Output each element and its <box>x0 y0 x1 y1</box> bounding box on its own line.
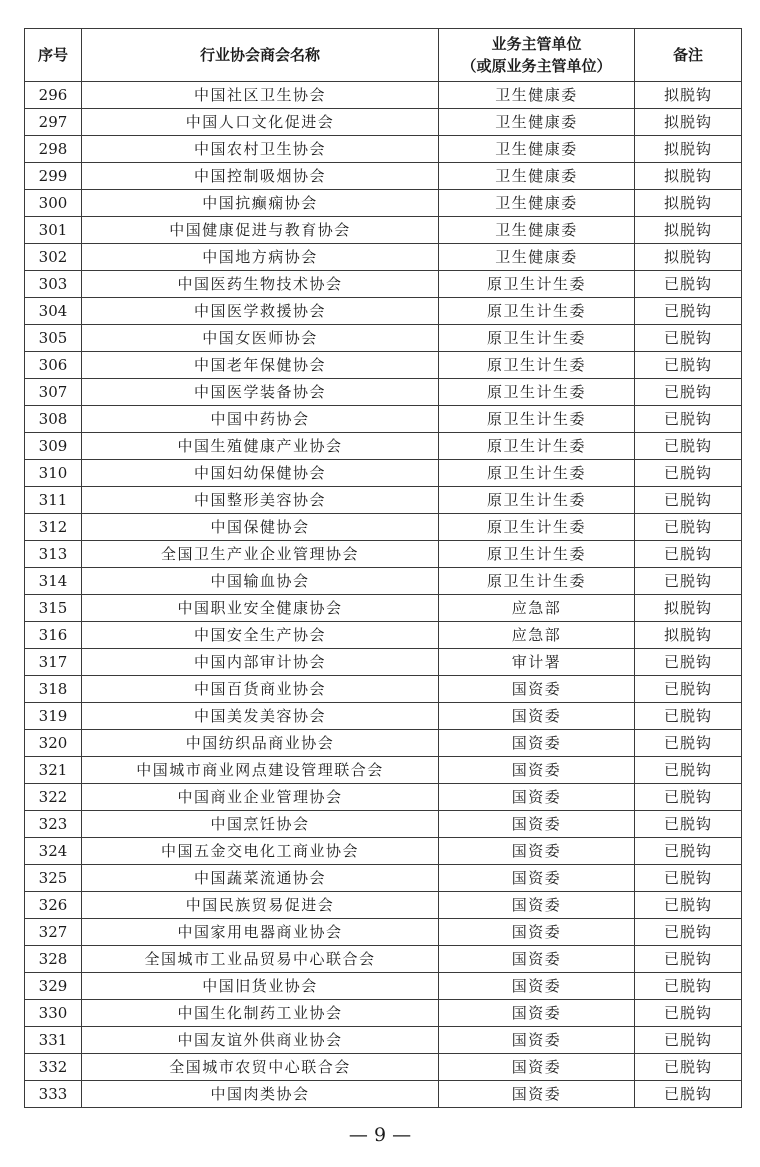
cell-name: 中国医学装备协会 <box>82 379 439 406</box>
cell-note: 已脱钩 <box>635 514 742 541</box>
cell-note: 拟脱钩 <box>635 595 742 622</box>
cell-unit: 原卫生计生委 <box>439 487 635 514</box>
table-row <box>25 622 742 649</box>
table-row <box>25 379 742 406</box>
cell-name: 中国控制吸烟协会 <box>82 163 439 190</box>
cell-unit: 国资委 <box>439 703 635 730</box>
table-row <box>25 487 742 514</box>
cell-note: 拟脱钩 <box>635 136 742 163</box>
header-index: 序号 <box>25 29 82 82</box>
cell-unit: 国资委 <box>439 784 635 811</box>
table-row <box>25 541 742 568</box>
cell-note: 拟脱钩 <box>635 163 742 190</box>
table-row <box>25 919 742 946</box>
table-body <box>25 82 742 1108</box>
table-row <box>25 892 742 919</box>
cell-index: 318 <box>25 676 82 703</box>
cell-index: 297 <box>25 109 82 136</box>
table-row <box>25 298 742 325</box>
cell-unit: 原卫生计生委 <box>439 541 635 568</box>
cell-note: 拟脱钩 <box>635 217 742 244</box>
cell-name: 中国美发美容协会 <box>82 703 439 730</box>
cell-note: 已脱钩 <box>635 784 742 811</box>
cell-index: 333 <box>25 1081 82 1108</box>
cell-name: 中国城市商业网点建设管理联合会 <box>82 757 439 784</box>
cell-name: 中国农村卫生协会 <box>82 136 439 163</box>
cell-name: 中国妇幼保健协会 <box>82 460 439 487</box>
cell-unit: 应急部 <box>439 595 635 622</box>
table-row <box>25 811 742 838</box>
cell-note: 已脱钩 <box>635 730 742 757</box>
cell-index: 316 <box>25 622 82 649</box>
cell-name: 全国城市农贸中心联合会 <box>82 1054 439 1081</box>
cell-unit: 国资委 <box>439 919 635 946</box>
table-row <box>25 406 742 433</box>
cell-index: 312 <box>25 514 82 541</box>
table-row <box>25 595 742 622</box>
cell-name: 中国中药协会 <box>82 406 439 433</box>
cell-name: 中国安全生产协会 <box>82 622 439 649</box>
cell-note: 已脱钩 <box>635 811 742 838</box>
cell-note: 已脱钩 <box>635 865 742 892</box>
cell-index: 319 <box>25 703 82 730</box>
cell-unit: 卫生健康委 <box>439 217 635 244</box>
cell-note: 已脱钩 <box>635 649 742 676</box>
cell-index: 307 <box>25 379 82 406</box>
cell-index: 306 <box>25 352 82 379</box>
cell-unit: 国资委 <box>439 757 635 784</box>
cell-index: 327 <box>25 919 82 946</box>
cell-unit: 国资委 <box>439 865 635 892</box>
cell-name: 中国家用电器商业协会 <box>82 919 439 946</box>
cell-index: 324 <box>25 838 82 865</box>
cell-name: 中国职业安全健康协会 <box>82 595 439 622</box>
table-row <box>25 1081 742 1108</box>
table-row <box>25 1027 742 1054</box>
cell-index: 329 <box>25 973 82 1000</box>
cell-note: 已脱钩 <box>635 757 742 784</box>
cell-name: 中国商业企业管理协会 <box>82 784 439 811</box>
cell-index: 322 <box>25 784 82 811</box>
cell-index: 332 <box>25 1054 82 1081</box>
cell-name: 中国医药生物技术协会 <box>82 271 439 298</box>
table-row <box>25 109 742 136</box>
cell-name: 全国城市工业品贸易中心联合会 <box>82 946 439 973</box>
cell-unit: 国资委 <box>439 1000 635 1027</box>
header-unit-line1: 业务主管单位 <box>491 35 582 53</box>
cell-note: 已脱钩 <box>635 568 742 595</box>
cell-note: 已脱钩 <box>635 1081 742 1108</box>
cell-name: 中国健康促进与教育协会 <box>82 217 439 244</box>
cell-index: 296 <box>25 82 82 109</box>
cell-name: 全国卫生产业企业管理协会 <box>82 541 439 568</box>
cell-note: 已脱钩 <box>635 919 742 946</box>
cell-note: 已脱钩 <box>635 541 742 568</box>
cell-unit: 原卫生计生委 <box>439 352 635 379</box>
table-row <box>25 973 742 1000</box>
cell-unit: 卫生健康委 <box>439 244 635 271</box>
table-row <box>25 838 742 865</box>
cell-note: 已脱钩 <box>635 271 742 298</box>
cell-unit: 国资委 <box>439 973 635 1000</box>
cell-index: 328 <box>25 946 82 973</box>
cell-unit: 国资委 <box>439 892 635 919</box>
cell-note: 已脱钩 <box>635 1027 742 1054</box>
cell-index: 315 <box>25 595 82 622</box>
cell-unit: 原卫生计生委 <box>439 298 635 325</box>
cell-note: 拟脱钩 <box>635 622 742 649</box>
cell-index: 323 <box>25 811 82 838</box>
table-row <box>25 568 742 595</box>
table-row <box>25 514 742 541</box>
cell-unit: 原卫生计生委 <box>439 433 635 460</box>
cell-note: 已脱钩 <box>635 1000 742 1027</box>
cell-index: 308 <box>25 406 82 433</box>
cell-index: 304 <box>25 298 82 325</box>
cell-unit: 卫生健康委 <box>439 82 635 109</box>
cell-name: 中国旧货业协会 <box>82 973 439 1000</box>
cell-unit: 原卫生计生委 <box>439 460 635 487</box>
cell-index: 330 <box>25 1000 82 1027</box>
cell-name: 中国医学救援协会 <box>82 298 439 325</box>
cell-name: 中国民族贸易促进会 <box>82 892 439 919</box>
table-row <box>25 163 742 190</box>
header-name: 行业协会商会名称 <box>82 29 439 82</box>
cell-note: 已脱钩 <box>635 325 742 352</box>
table-row <box>25 865 742 892</box>
header-unit <box>439 29 635 82</box>
table-row <box>25 325 742 352</box>
table-row <box>25 784 742 811</box>
cell-note: 已脱钩 <box>635 298 742 325</box>
cell-name: 中国纺织品商业协会 <box>82 730 439 757</box>
cell-name: 中国人口文化促进会 <box>82 109 439 136</box>
cell-note: 已脱钩 <box>635 487 742 514</box>
cell-unit: 卫生健康委 <box>439 109 635 136</box>
cell-unit: 应急部 <box>439 622 635 649</box>
cell-unit: 国资委 <box>439 811 635 838</box>
cell-unit: 原卫生计生委 <box>439 325 635 352</box>
cell-note: 已脱钩 <box>635 946 742 973</box>
cell-name: 中国生化制药工业协会 <box>82 1000 439 1027</box>
table-row <box>25 82 742 109</box>
cell-name: 中国烹饪协会 <box>82 811 439 838</box>
cell-note: 已脱钩 <box>635 838 742 865</box>
cell-note: 拟脱钩 <box>635 244 742 271</box>
cell-name: 中国女医师协会 <box>82 325 439 352</box>
cell-unit: 国资委 <box>439 730 635 757</box>
table-row <box>25 433 742 460</box>
cell-unit: 原卫生计生委 <box>439 514 635 541</box>
cell-unit: 国资委 <box>439 676 635 703</box>
cell-note: 已脱钩 <box>635 379 742 406</box>
cell-unit: 国资委 <box>439 1054 635 1081</box>
cell-unit: 国资委 <box>439 1027 635 1054</box>
table-row <box>25 703 742 730</box>
cell-name: 中国友谊外供商业协会 <box>82 1027 439 1054</box>
table-row <box>25 946 742 973</box>
table-row <box>25 217 742 244</box>
table-row <box>25 244 742 271</box>
cell-index: 309 <box>25 433 82 460</box>
cell-index: 305 <box>25 325 82 352</box>
cell-unit: 国资委 <box>439 838 635 865</box>
cell-name: 中国肉类协会 <box>82 1081 439 1108</box>
cell-note: 已脱钩 <box>635 676 742 703</box>
cell-index: 301 <box>25 217 82 244</box>
cell-name: 中国整形美容协会 <box>82 487 439 514</box>
header-unit-line2: （或原业务主管单位） <box>461 57 612 75</box>
cell-name: 中国五金交电化工商业协会 <box>82 838 439 865</box>
table-row <box>25 460 742 487</box>
cell-index: 303 <box>25 271 82 298</box>
cell-index: 299 <box>25 163 82 190</box>
cell-name: 中国百货商业协会 <box>82 676 439 703</box>
cell-name: 中国地方病协会 <box>82 244 439 271</box>
cell-unit: 原卫生计生委 <box>439 271 635 298</box>
cell-unit: 卫生健康委 <box>439 190 635 217</box>
table-row <box>25 190 742 217</box>
cell-index: 302 <box>25 244 82 271</box>
cell-name: 中国抗癫痫协会 <box>82 190 439 217</box>
cell-index: 320 <box>25 730 82 757</box>
cell-unit: 卫生健康委 <box>439 163 635 190</box>
table-row <box>25 730 742 757</box>
table-row <box>25 1000 742 1027</box>
cell-unit: 原卫生计生委 <box>439 379 635 406</box>
page-number: — 9 — <box>348 1124 412 1146</box>
cell-index: 298 <box>25 136 82 163</box>
cell-index: 326 <box>25 892 82 919</box>
table-row <box>25 649 742 676</box>
cell-name: 中国生殖健康产业协会 <box>82 433 439 460</box>
cell-note: 已脱钩 <box>635 433 742 460</box>
cell-name: 中国老年保健协会 <box>82 352 439 379</box>
header-note: 备注 <box>635 29 742 82</box>
cell-unit: 国资委 <box>439 1081 635 1108</box>
table-row <box>25 676 742 703</box>
cell-name: 中国社区卫生协会 <box>82 82 439 109</box>
cell-name: 中国蔬菜流通协会 <box>82 865 439 892</box>
cell-note: 已脱钩 <box>635 1054 742 1081</box>
cell-note: 已脱钩 <box>635 973 742 1000</box>
cell-note: 已脱钩 <box>635 703 742 730</box>
cell-unit: 国资委 <box>439 946 635 973</box>
cell-note: 拟脱钩 <box>635 190 742 217</box>
cell-note: 已脱钩 <box>635 352 742 379</box>
cell-note: 拟脱钩 <box>635 109 742 136</box>
table-row <box>25 136 742 163</box>
cell-unit: 原卫生计生委 <box>439 568 635 595</box>
cell-index: 300 <box>25 190 82 217</box>
cell-unit: 审计署 <box>439 649 635 676</box>
association-table <box>24 28 742 1108</box>
cell-index: 310 <box>25 460 82 487</box>
cell-note: 已脱钩 <box>635 406 742 433</box>
cell-index: 311 <box>25 487 82 514</box>
cell-index: 325 <box>25 865 82 892</box>
cell-index: 331 <box>25 1027 82 1054</box>
table-row <box>25 757 742 784</box>
cell-note: 已脱钩 <box>635 892 742 919</box>
cell-unit: 原卫生计生委 <box>439 406 635 433</box>
cell-note: 拟脱钩 <box>635 82 742 109</box>
cell-unit: 卫生健康委 <box>439 136 635 163</box>
cell-name: 中国输血协会 <box>82 568 439 595</box>
cell-name: 中国内部审计协会 <box>82 649 439 676</box>
table-header-row <box>25 29 742 82</box>
cell-index: 313 <box>25 541 82 568</box>
cell-index: 317 <box>25 649 82 676</box>
table-row <box>25 271 742 298</box>
table-row <box>25 352 742 379</box>
cell-index: 321 <box>25 757 82 784</box>
cell-index: 314 <box>25 568 82 595</box>
cell-note: 已脱钩 <box>635 460 742 487</box>
cell-name: 中国保健协会 <box>82 514 439 541</box>
table-row <box>25 1054 742 1081</box>
